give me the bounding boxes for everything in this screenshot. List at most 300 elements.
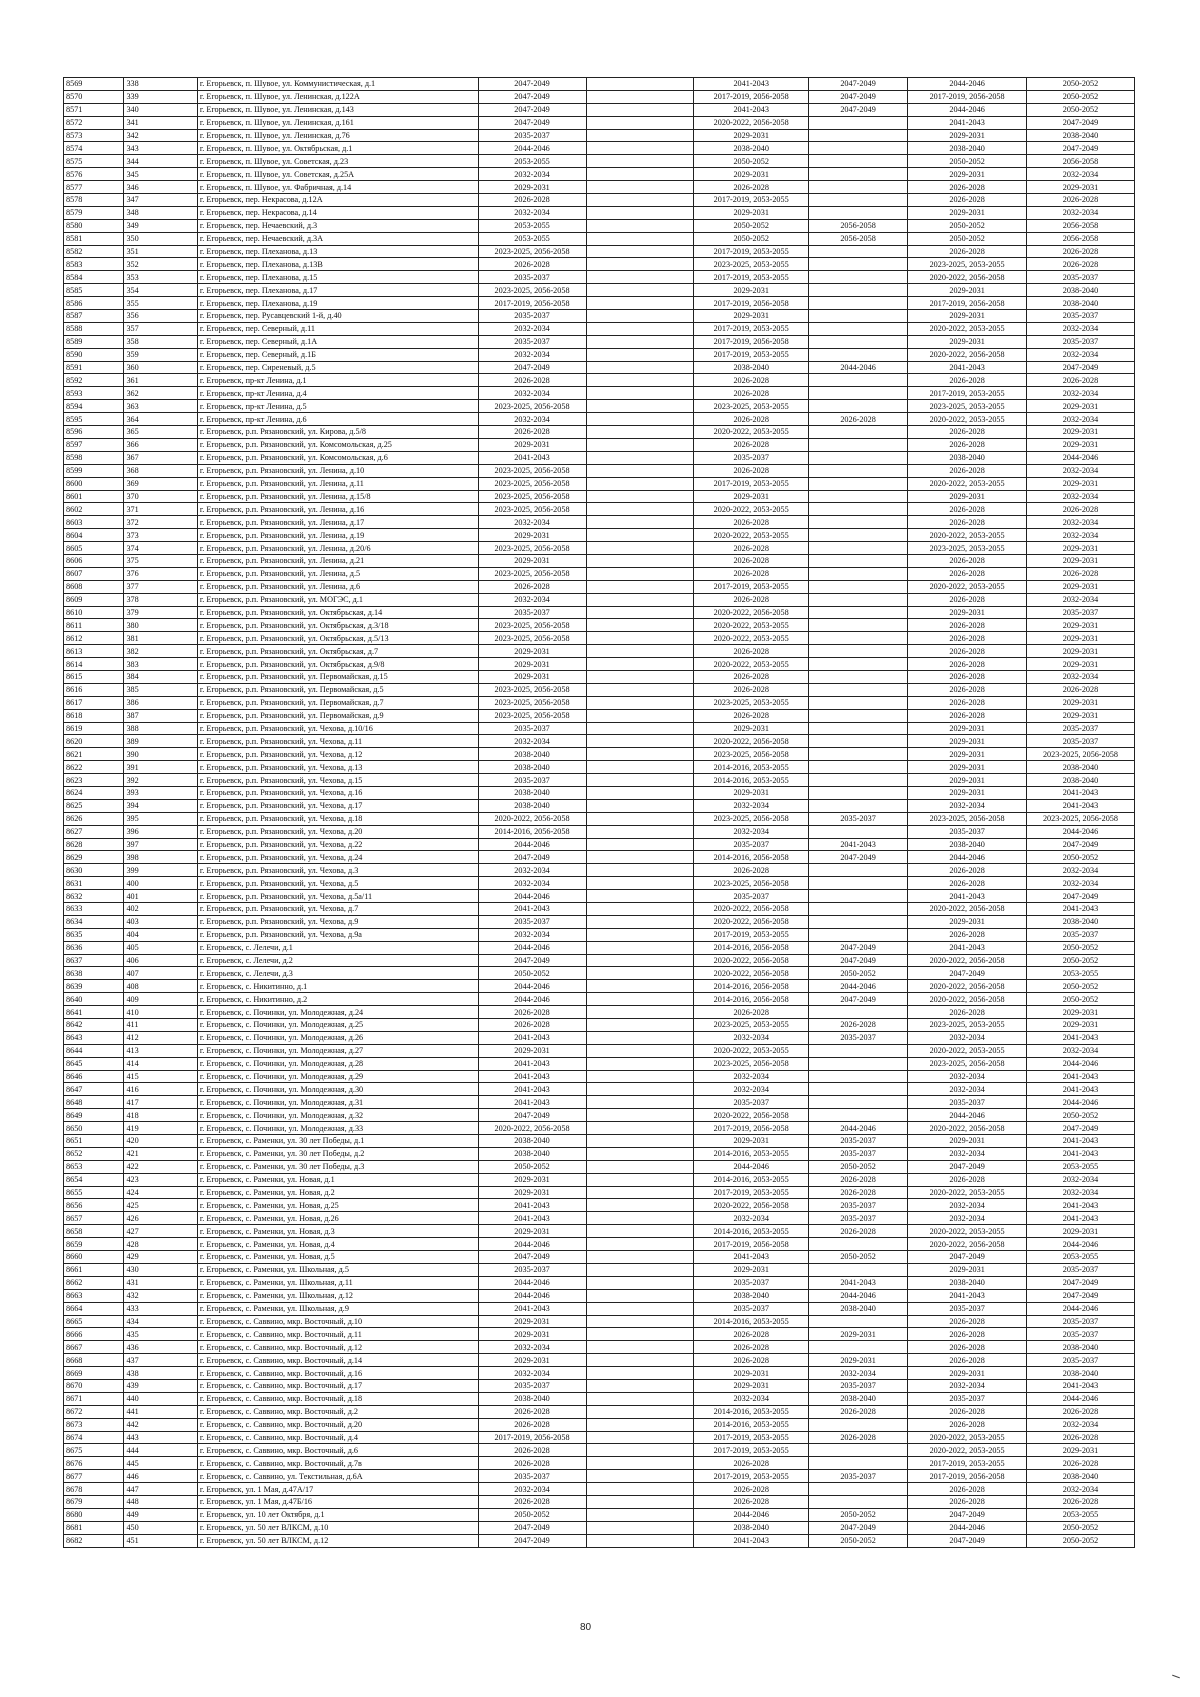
address-cell: г. Егорьевск, с. Саввино, мкр. Восточный, д.4: [197, 1431, 478, 1444]
period-1-cell: 2038-2040: [478, 799, 586, 812]
period-5-cell: 2050-2052: [908, 219, 1027, 232]
address-cell: г. Егорьевск, р.п. Рязановский, ул. Первомайская, д.7: [197, 696, 478, 709]
period-1-cell: 2023-2025, 2056-2058: [478, 490, 586, 503]
row-id-cell: 8572: [64, 116, 124, 129]
table-row: [64, 1470, 1135, 1483]
period-2-cell: [586, 194, 694, 207]
row-number-cell: 339: [124, 90, 197, 103]
address-cell: г. Егорьевск, с. Саввино, мкр. Восточный, д.6: [197, 1444, 478, 1457]
period-5-cell: 2026-2028: [908, 696, 1027, 709]
period-3-cell: 2020-2022, 2056-2058: [694, 735, 808, 748]
table-row: [64, 387, 1135, 400]
row-number-cell: 436: [124, 1341, 197, 1354]
period-3-cell: 2023-2025, 2056-2058: [694, 812, 808, 825]
period-5-cell: 2026-2028: [908, 554, 1027, 567]
period-4-cell: 2050-2052: [808, 1508, 907, 1521]
period-6-cell: 2029-2031: [1026, 696, 1134, 709]
period-1-cell: 2035-2037: [478, 606, 586, 619]
period-2-cell: [586, 903, 694, 916]
period-3-cell: 2014-2016, 2053-2055: [694, 761, 808, 774]
period-3-cell: 2029-2031: [694, 786, 808, 799]
address-cell: г. Егорьевск, с. Саввино, мкр. Восточный, д.18: [197, 1392, 478, 1405]
period-3-cell: 2029-2031: [694, 1263, 808, 1276]
address-cell: г. Егорьевск, с. Саввино, мкр. Восточный, д.11: [197, 1328, 478, 1341]
period-2-cell: [586, 1019, 694, 1032]
period-4-cell: [808, 1109, 907, 1122]
period-1-cell: 2047-2049: [478, 103, 586, 116]
table-row: [64, 722, 1135, 735]
table-row: [64, 1444, 1135, 1457]
address-cell: г. Егорьевск, с. Починки, ул. Молодежная, д.28: [197, 1057, 478, 1070]
period-2-cell: [586, 464, 694, 477]
row-id-cell: 8658: [64, 1225, 124, 1238]
period-2-cell: [586, 825, 694, 838]
row-id-cell: 8600: [64, 477, 124, 490]
table-row: [64, 1508, 1135, 1521]
period-1-cell: 2032-2034: [478, 1341, 586, 1354]
period-6-cell: 2026-2028: [1026, 374, 1134, 387]
period-5-cell: 2020-2022, 2053-2055: [908, 1225, 1027, 1238]
period-5-cell: 2020-2022, 2053-2055: [908, 580, 1027, 593]
row-id-cell: 8629: [64, 851, 124, 864]
period-1-cell: 2029-2031: [478, 438, 586, 451]
row-id-cell: 8596: [64, 426, 124, 439]
address-cell: г. Егорьевск, р.п. Рязановский, ул. Ленина, д.10: [197, 464, 478, 477]
period-3-cell: 2029-2031: [694, 1379, 808, 1392]
row-number-cell: 386: [124, 696, 197, 709]
address-cell: г. Егорьевск, с. Саввино, мкр. Восточный, д.2: [197, 1405, 478, 1418]
row-number-cell: 392: [124, 774, 197, 787]
row-number-cell: 413: [124, 1044, 197, 1057]
table-row: [64, 1315, 1135, 1328]
table-row: [64, 258, 1135, 271]
table-row: [64, 1521, 1135, 1534]
period-5-cell: 2017-2019, 2053-2055: [908, 1457, 1027, 1470]
row-id-cell: 8577: [64, 181, 124, 194]
row-number-cell: 430: [124, 1263, 197, 1276]
period-6-cell: 2047-2049: [1026, 1276, 1134, 1289]
period-3-cell: 2017-2019, 2056-2058: [694, 335, 808, 348]
address-cell: г. Егорьевск, р.п. Рязановский, ул. Чехова, д.17: [197, 799, 478, 812]
period-6-cell: 2032-2034: [1026, 490, 1134, 503]
period-6-cell: 2032-2034: [1026, 864, 1134, 877]
period-2-cell: [586, 1160, 694, 1173]
period-2-cell: [586, 799, 694, 812]
period-4-cell: 2044-2046: [808, 980, 907, 993]
period-3-cell: 2023-2025, 2056-2058: [694, 1057, 808, 1070]
table-row: [64, 1392, 1135, 1405]
period-5-cell: 2026-2028: [908, 1341, 1027, 1354]
table-row: [64, 206, 1135, 219]
period-4-cell: [808, 129, 907, 142]
address-cell: г. Егорьевск, р.п. Рязановский, ул. Октябрьская, д.14: [197, 606, 478, 619]
period-3-cell: 2029-2031: [694, 1135, 808, 1148]
address-cell: г. Егорьевск, пер. Плеханова, д.19: [197, 297, 478, 310]
row-id-cell: 8624: [64, 786, 124, 799]
row-number-cell: 423: [124, 1173, 197, 1186]
row-id-cell: 8578: [64, 194, 124, 207]
row-id-cell: 8666: [64, 1328, 124, 1341]
period-5-cell: 2026-2028: [908, 516, 1027, 529]
table-row: [64, 438, 1135, 451]
period-2-cell: [586, 812, 694, 825]
period-6-cell: 2041-2043: [1026, 799, 1134, 812]
period-2-cell: [586, 1122, 694, 1135]
row-number-cell: 451: [124, 1534, 197, 1547]
period-5-cell: 2035-2037: [908, 1392, 1027, 1405]
row-number-cell: 341: [124, 116, 197, 129]
period-2-cell: [586, 426, 694, 439]
row-id-cell: 8655: [64, 1186, 124, 1199]
period-4-cell: 2038-2040: [808, 1302, 907, 1315]
period-4-cell: 2035-2037: [808, 1379, 907, 1392]
period-2-cell: [586, 181, 694, 194]
period-1-cell: 2035-2037: [478, 271, 586, 284]
row-id-cell: 8622: [64, 761, 124, 774]
period-2-cell: [586, 516, 694, 529]
period-4-cell: [808, 864, 907, 877]
period-1-cell: 2026-2028: [478, 194, 586, 207]
period-5-cell: 2017-2019, 2053-2055: [908, 387, 1027, 400]
period-4-cell: [808, 297, 907, 310]
table-row: [64, 825, 1135, 838]
period-1-cell: 2032-2034: [478, 168, 586, 181]
period-1-cell: 2047-2049: [478, 1534, 586, 1547]
row-number-cell: 358: [124, 335, 197, 348]
row-id-cell: 8641: [64, 1006, 124, 1019]
row-number-cell: 447: [124, 1483, 197, 1496]
row-id-cell: 8674: [64, 1431, 124, 1444]
period-5-cell: 2029-2031: [908, 786, 1027, 799]
period-4-cell: [808, 464, 907, 477]
period-3-cell: 2050-2052: [694, 232, 808, 245]
period-4-cell: 2035-2037: [808, 1212, 907, 1225]
period-3-cell: 2044-2046: [694, 1508, 808, 1521]
period-2-cell: [586, 554, 694, 567]
period-5-cell: 2026-2028: [908, 1315, 1027, 1328]
period-6-cell: 2047-2049: [1026, 1289, 1134, 1302]
period-6-cell: 2032-2034: [1026, 464, 1134, 477]
period-1-cell: 2044-2046: [478, 890, 586, 903]
period-3-cell: 2029-2031: [694, 1367, 808, 1380]
period-2-cell: [586, 735, 694, 748]
period-1-cell: 2023-2025, 2056-2058: [478, 284, 586, 297]
period-2-cell: [586, 1483, 694, 1496]
period-6-cell: 2023-2025, 2056-2058: [1026, 812, 1134, 825]
address-cell: г. Егорьевск, р.п. Рязановский, ул. МОГЭС, д.1: [197, 593, 478, 606]
period-5-cell: 2026-2028: [908, 245, 1027, 258]
period-6-cell: 2053-2055: [1026, 1251, 1134, 1264]
period-1-cell: 2035-2037: [478, 915, 586, 928]
table-row: [64, 967, 1135, 980]
period-2-cell: [586, 1147, 694, 1160]
address-cell: г. Егорьевск, пр-кт Ленина, д.4: [197, 387, 478, 400]
period-6-cell: 2032-2034: [1026, 348, 1134, 361]
period-1-cell: 2038-2040: [478, 1392, 586, 1405]
row-number-cell: 422: [124, 1160, 197, 1173]
period-3-cell: 2026-2028: [694, 542, 808, 555]
table-row: [64, 903, 1135, 916]
period-4-cell: [808, 799, 907, 812]
period-1-cell: 2023-2025, 2056-2058: [478, 477, 586, 490]
period-6-cell: 2050-2052: [1026, 980, 1134, 993]
period-6-cell: 2050-2052: [1026, 993, 1134, 1006]
period-1-cell: 2032-2034: [478, 206, 586, 219]
row-id-cell: 8606: [64, 554, 124, 567]
period-1-cell: 2017-2019, 2056-2058: [478, 297, 586, 310]
table-row: [64, 864, 1135, 877]
table-row: [64, 503, 1135, 516]
row-number-cell: 437: [124, 1354, 197, 1367]
period-1-cell: 2044-2046: [478, 142, 586, 155]
period-2-cell: [586, 103, 694, 116]
table-row: [64, 529, 1135, 542]
period-6-cell: 2035-2037: [1026, 271, 1134, 284]
period-6-cell: 2035-2037: [1026, 735, 1134, 748]
period-2-cell: [586, 400, 694, 413]
row-id-cell: 8570: [64, 90, 124, 103]
period-1-cell: 2038-2040: [478, 761, 586, 774]
row-id-cell: 8618: [64, 709, 124, 722]
address-cell: г. Егорьевск, с. Саввино, мкр. Восточный, д.12: [197, 1341, 478, 1354]
period-2-cell: [586, 1109, 694, 1122]
period-3-cell: 2020-2022, 2053-2055: [694, 619, 808, 632]
address-cell: г. Егорьевск, р.п. Рязановский, ул. Чехова, д.20: [197, 825, 478, 838]
period-6-cell: 2038-2040: [1026, 1341, 1134, 1354]
period-3-cell: 2023-2025, 2056-2058: [694, 877, 808, 890]
period-2-cell: [586, 1495, 694, 1508]
period-2-cell: [586, 1044, 694, 1057]
row-id-cell: 8571: [64, 103, 124, 116]
period-2-cell: [586, 116, 694, 129]
period-5-cell: 2035-2037: [908, 825, 1027, 838]
period-5-cell: 2044-2046: [908, 1521, 1027, 1534]
period-4-cell: 2047-2049: [808, 993, 907, 1006]
period-2-cell: [586, 1367, 694, 1380]
table-row: [64, 1534, 1135, 1547]
period-6-cell: 2029-2031: [1026, 554, 1134, 567]
period-6-cell: 2032-2034: [1026, 670, 1134, 683]
period-3-cell: 2017-2019, 2056-2058: [694, 90, 808, 103]
row-id-cell: 8671: [64, 1392, 124, 1405]
period-2-cell: [586, 1276, 694, 1289]
table-row: [64, 774, 1135, 787]
period-4-cell: 2038-2040: [808, 1392, 907, 1405]
row-id-cell: 8607: [64, 567, 124, 580]
period-1-cell: 2032-2034: [478, 864, 586, 877]
period-6-cell: 2026-2028: [1026, 245, 1134, 258]
period-2-cell: [586, 78, 694, 91]
period-3-cell: 2023-2025, 2053-2055: [694, 696, 808, 709]
row-number-cell: 384: [124, 670, 197, 683]
row-id-cell: 8603: [64, 516, 124, 529]
period-6-cell: 2026-2028: [1026, 1495, 1134, 1508]
table-row: [64, 232, 1135, 245]
row-id-cell: 8682: [64, 1534, 124, 1547]
period-2-cell: [586, 1392, 694, 1405]
row-number-cell: 412: [124, 1031, 197, 1044]
period-2-cell: [586, 335, 694, 348]
period-5-cell: 2029-2031: [908, 735, 1027, 748]
period-5-cell: 2029-2031: [908, 335, 1027, 348]
period-3-cell: 2017-2019, 2053-2055: [694, 322, 808, 335]
table-row: [64, 413, 1135, 426]
address-cell: г. Егорьевск, р.п. Рязановский, ул. Октябрьская, д.5/13: [197, 632, 478, 645]
period-4-cell: 2026-2028: [808, 413, 907, 426]
row-number-cell: 347: [124, 194, 197, 207]
table-row: [64, 116, 1135, 129]
period-6-cell: 2044-2046: [1026, 825, 1134, 838]
period-5-cell: 2050-2052: [908, 232, 1027, 245]
period-3-cell: 2017-2019, 2056-2058: [694, 1238, 808, 1251]
period-4-cell: [808, 748, 907, 761]
period-4-cell: 2047-2049: [808, 941, 907, 954]
row-number-cell: 409: [124, 993, 197, 1006]
table-row: [64, 335, 1135, 348]
row-id-cell: 8628: [64, 838, 124, 851]
period-2-cell: [586, 761, 694, 774]
period-1-cell: 2047-2049: [478, 1109, 586, 1122]
row-number-cell: 395: [124, 812, 197, 825]
period-6-cell: 2050-2052: [1026, 851, 1134, 864]
period-3-cell: 2014-2016, 2053-2055: [694, 1173, 808, 1186]
period-4-cell: [808, 516, 907, 529]
period-2-cell: [586, 297, 694, 310]
row-number-cell: 404: [124, 928, 197, 941]
period-5-cell: 2029-2031: [908, 168, 1027, 181]
period-4-cell: 2029-2031: [808, 1328, 907, 1341]
period-2-cell: [586, 1470, 694, 1483]
period-3-cell: 2014-2016, 2056-2058: [694, 980, 808, 993]
row-number-cell: 428: [124, 1238, 197, 1251]
period-1-cell: 2044-2046: [478, 1276, 586, 1289]
period-4-cell: 2035-2037: [808, 812, 907, 825]
address-cell: г. Егорьевск, р.п. Рязановский, ул. Комсомольская, д.25: [197, 438, 478, 451]
period-5-cell: 2023-2025, 2056-2058: [908, 812, 1027, 825]
period-1-cell: 2047-2049: [478, 361, 586, 374]
period-2-cell: [586, 1289, 694, 1302]
address-cell: г. Егорьевск, р.п. Рязановский, ул. Ленина, д.21: [197, 554, 478, 567]
address-cell: г. Егорьевск, ул. 10 лет Октября, д.1: [197, 1508, 478, 1521]
period-1-cell: 2038-2040: [478, 1147, 586, 1160]
address-cell: г. Егорьевск, р.п. Рязановский, ул. Ленина, д.6: [197, 580, 478, 593]
period-4-cell: [808, 890, 907, 903]
period-5-cell: 2041-2043: [908, 1289, 1027, 1302]
period-4-cell: [808, 426, 907, 439]
row-id-cell: 8661: [64, 1263, 124, 1276]
period-4-cell: [808, 310, 907, 323]
row-id-cell: 8576: [64, 168, 124, 181]
period-5-cell: 2029-2031: [908, 915, 1027, 928]
period-1-cell: 2032-2034: [478, 1483, 586, 1496]
table-row: [64, 993, 1135, 1006]
table-row: [64, 1495, 1135, 1508]
table-row: [64, 78, 1135, 91]
period-5-cell: 2017-2019, 2056-2058: [908, 90, 1027, 103]
table-row: [64, 632, 1135, 645]
table-row: [64, 245, 1135, 258]
period-5-cell: 2029-2031: [908, 1367, 1027, 1380]
period-6-cell: 2026-2028: [1026, 1405, 1134, 1418]
period-5-cell: 2026-2028: [908, 709, 1027, 722]
period-4-cell: 2035-2037: [808, 1031, 907, 1044]
table-row: [64, 606, 1135, 619]
period-5-cell: 2020-2022, 2053-2055: [908, 413, 1027, 426]
period-4-cell: [808, 632, 907, 645]
period-6-cell: 2029-2031: [1026, 400, 1134, 413]
row-number-cell: 360: [124, 361, 197, 374]
address-cell: г. Егорьевск, р.п. Рязановский, ул. Чехова, д.24: [197, 851, 478, 864]
table-row: [64, 812, 1135, 825]
period-1-cell: 2041-2043: [478, 1199, 586, 1212]
period-2-cell: [586, 258, 694, 271]
row-number-cell: 372: [124, 516, 197, 529]
row-number-cell: 356: [124, 310, 197, 323]
period-5-cell: 2047-2049: [908, 1251, 1027, 1264]
address-cell: г. Егорьевск, пер. Плеханова, д.13: [197, 245, 478, 258]
period-5-cell: 2044-2046: [908, 1109, 1027, 1122]
row-number-cell: 357: [124, 322, 197, 335]
period-3-cell: 2017-2019, 2056-2058: [694, 1122, 808, 1135]
period-6-cell: 2032-2034: [1026, 322, 1134, 335]
period-5-cell: 2032-2034: [908, 1212, 1027, 1225]
row-number-cell: 348: [124, 206, 197, 219]
period-1-cell: 2050-2052: [478, 1508, 586, 1521]
address-cell: г. Егорьевск, р.п. Рязановский, ул. Ленина, д.15/8: [197, 490, 478, 503]
address-cell: г. Егорьевск, р.п. Рязановский, ул. Чехова, д.9: [197, 915, 478, 928]
period-2-cell: [586, 1057, 694, 1070]
address-cell: г. Егорьевск, р.п. Рязановский, ул. Первомайская, д.5: [197, 683, 478, 696]
row-id-cell: 8635: [64, 928, 124, 941]
row-number-cell: 385: [124, 683, 197, 696]
table-row: [64, 1354, 1135, 1367]
table-row: [64, 1418, 1135, 1431]
row-number-cell: 359: [124, 348, 197, 361]
row-number-cell: 393: [124, 786, 197, 799]
row-number-cell: 397: [124, 838, 197, 851]
period-6-cell: 2056-2058: [1026, 219, 1134, 232]
row-number-cell: 369: [124, 477, 197, 490]
period-2-cell: [586, 542, 694, 555]
row-id-cell: 8639: [64, 980, 124, 993]
period-6-cell: 2050-2052: [1026, 1521, 1134, 1534]
row-id-cell: 8640: [64, 993, 124, 1006]
period-4-cell: 2056-2058: [808, 232, 907, 245]
period-1-cell: 2044-2046: [478, 941, 586, 954]
period-3-cell: 2020-2022, 2056-2058: [694, 116, 808, 129]
period-2-cell: [586, 451, 694, 464]
period-5-cell: 2032-2034: [908, 1379, 1027, 1392]
row-number-cell: 387: [124, 709, 197, 722]
period-6-cell: 2053-2055: [1026, 967, 1134, 980]
period-6-cell: 2026-2028: [1026, 194, 1134, 207]
row-number-cell: 398: [124, 851, 197, 864]
period-1-cell: 2023-2025, 2056-2058: [478, 245, 586, 258]
period-1-cell: 2026-2028: [478, 426, 586, 439]
period-2-cell: [586, 658, 694, 671]
address-cell: г. Егорьевск, с. Никитинно, д.2: [197, 993, 478, 1006]
period-3-cell: 2020-2022, 2056-2058: [694, 1199, 808, 1212]
period-5-cell: 2023-2025, 2053-2055: [908, 258, 1027, 271]
address-cell: г. Егорьевск, р.п. Рязановский, ул. Октябрьская, д.9/8: [197, 658, 478, 671]
period-3-cell: 2020-2022, 2056-2058: [694, 967, 808, 980]
period-1-cell: 2035-2037: [478, 335, 586, 348]
address-cell: г. Егорьевск, с. Раменки, ул. Новая, д.25: [197, 1199, 478, 1212]
period-6-cell: 2029-2031: [1026, 658, 1134, 671]
period-2-cell: [586, 529, 694, 542]
period-6-cell: 2032-2034: [1026, 1044, 1134, 1057]
period-4-cell: 2044-2046: [808, 1289, 907, 1302]
